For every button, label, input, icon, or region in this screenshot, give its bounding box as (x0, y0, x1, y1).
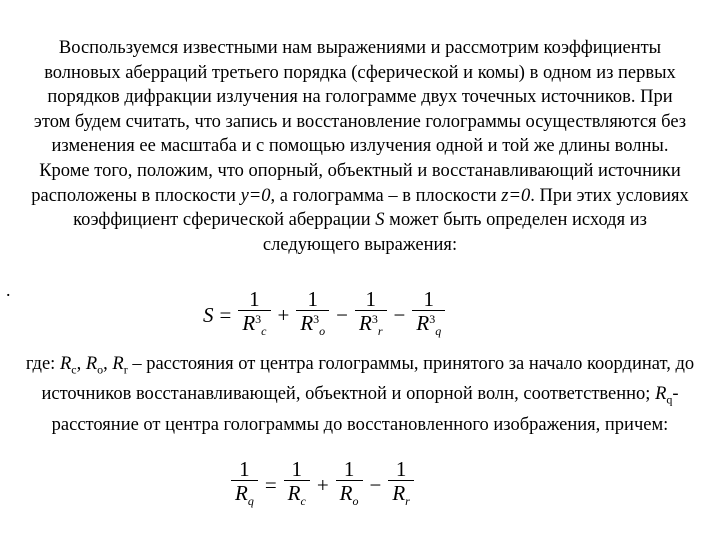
denominator: $R^3_r$ (355, 310, 387, 343)
denominator: $R_r$ (388, 480, 414, 513)
text-segment: Воспользуемся известными нам выражениями и рассмотрим коэффициенты волновых аберраций третьего порядка (сферической и комы) в одном из первых порядков дифракции излучения на голограмме двух точечных источников. При этом будем считать, что запись и восстановление голограммы осуществляются без изменения ее масштаба и с помощью излучения одной и той же длины волны. Кроме того, положим, что опорный, объектный и восстанавливающий источники расположены в плоскости (31, 38, 687, 206)
plus-sign: + (277, 303, 290, 328)
denominator: $R^3_q$ (412, 310, 445, 343)
fraction-ro (296, 288, 329, 343)
minus-sign: − (369, 473, 382, 498)
fraction-rr (388, 458, 414, 513)
formula-spherical-aberration (203, 288, 448, 343)
equals-sign: = (219, 303, 232, 328)
denominator: $R_c$ (284, 480, 310, 513)
symbol-r: R (655, 384, 667, 405)
minus-sign: − (336, 303, 349, 328)
symbol-r: R (85, 354, 98, 374)
denominator: $R^3_c$ (238, 310, 270, 343)
numerator: 1 (395, 457, 407, 481)
formula-lhs-s: S (203, 303, 214, 328)
minus-sign: − (393, 303, 406, 328)
fraction-rq-lhs (231, 458, 258, 513)
plus-sign: + (316, 473, 329, 498)
numerator: 1 (307, 287, 318, 311)
fraction-rr (355, 288, 387, 343)
text-segment: , а голограмма – в плоскости (270, 185, 502, 206)
symbol-r: R (112, 354, 124, 374)
denominator: $R_o$ (336, 480, 363, 513)
numerator: 1 (239, 457, 250, 481)
equals-sign: = (264, 473, 277, 498)
paragraph-intro (30, 36, 690, 257)
denominator: $R_q$ (231, 480, 258, 513)
fraction-ro (336, 458, 363, 513)
text-segment: может быть определен исходя из следующего выражения: (262, 210, 647, 255)
symbol-r: R (59, 354, 72, 374)
denominator: $R^3_o$ (296, 310, 329, 343)
numerator: 1 (365, 287, 377, 311)
paragraph-definitions: где: $R_c$, $R_o$, $R_r$ – расстояния от центра голограммы, принятого за начало координат, до источников восстанавливающей, объектной и опорной волн, соответственно; $R_q-$ расстояние от центра голограммы до восстановленного изображения, причем: (25, 354, 695, 435)
fraction-rc (238, 288, 270, 343)
numerator: 1 (249, 287, 260, 311)
plane-z-equation: z=0 (501, 185, 531, 206)
formula-image-distance (228, 458, 417, 513)
text-segment: . При этих условиях коэффициент сферической аберрации (73, 185, 689, 231)
fraction-rc (284, 458, 310, 513)
symbol-s: S (375, 210, 385, 231)
numerator: 1 (291, 457, 302, 481)
numerator: 1 (343, 457, 355, 481)
plane-y-equation: y=0 (240, 185, 271, 206)
numerator: 1 (423, 287, 435, 311)
bullet-dot: . (6, 280, 11, 300)
fraction-rq (412, 288, 445, 343)
